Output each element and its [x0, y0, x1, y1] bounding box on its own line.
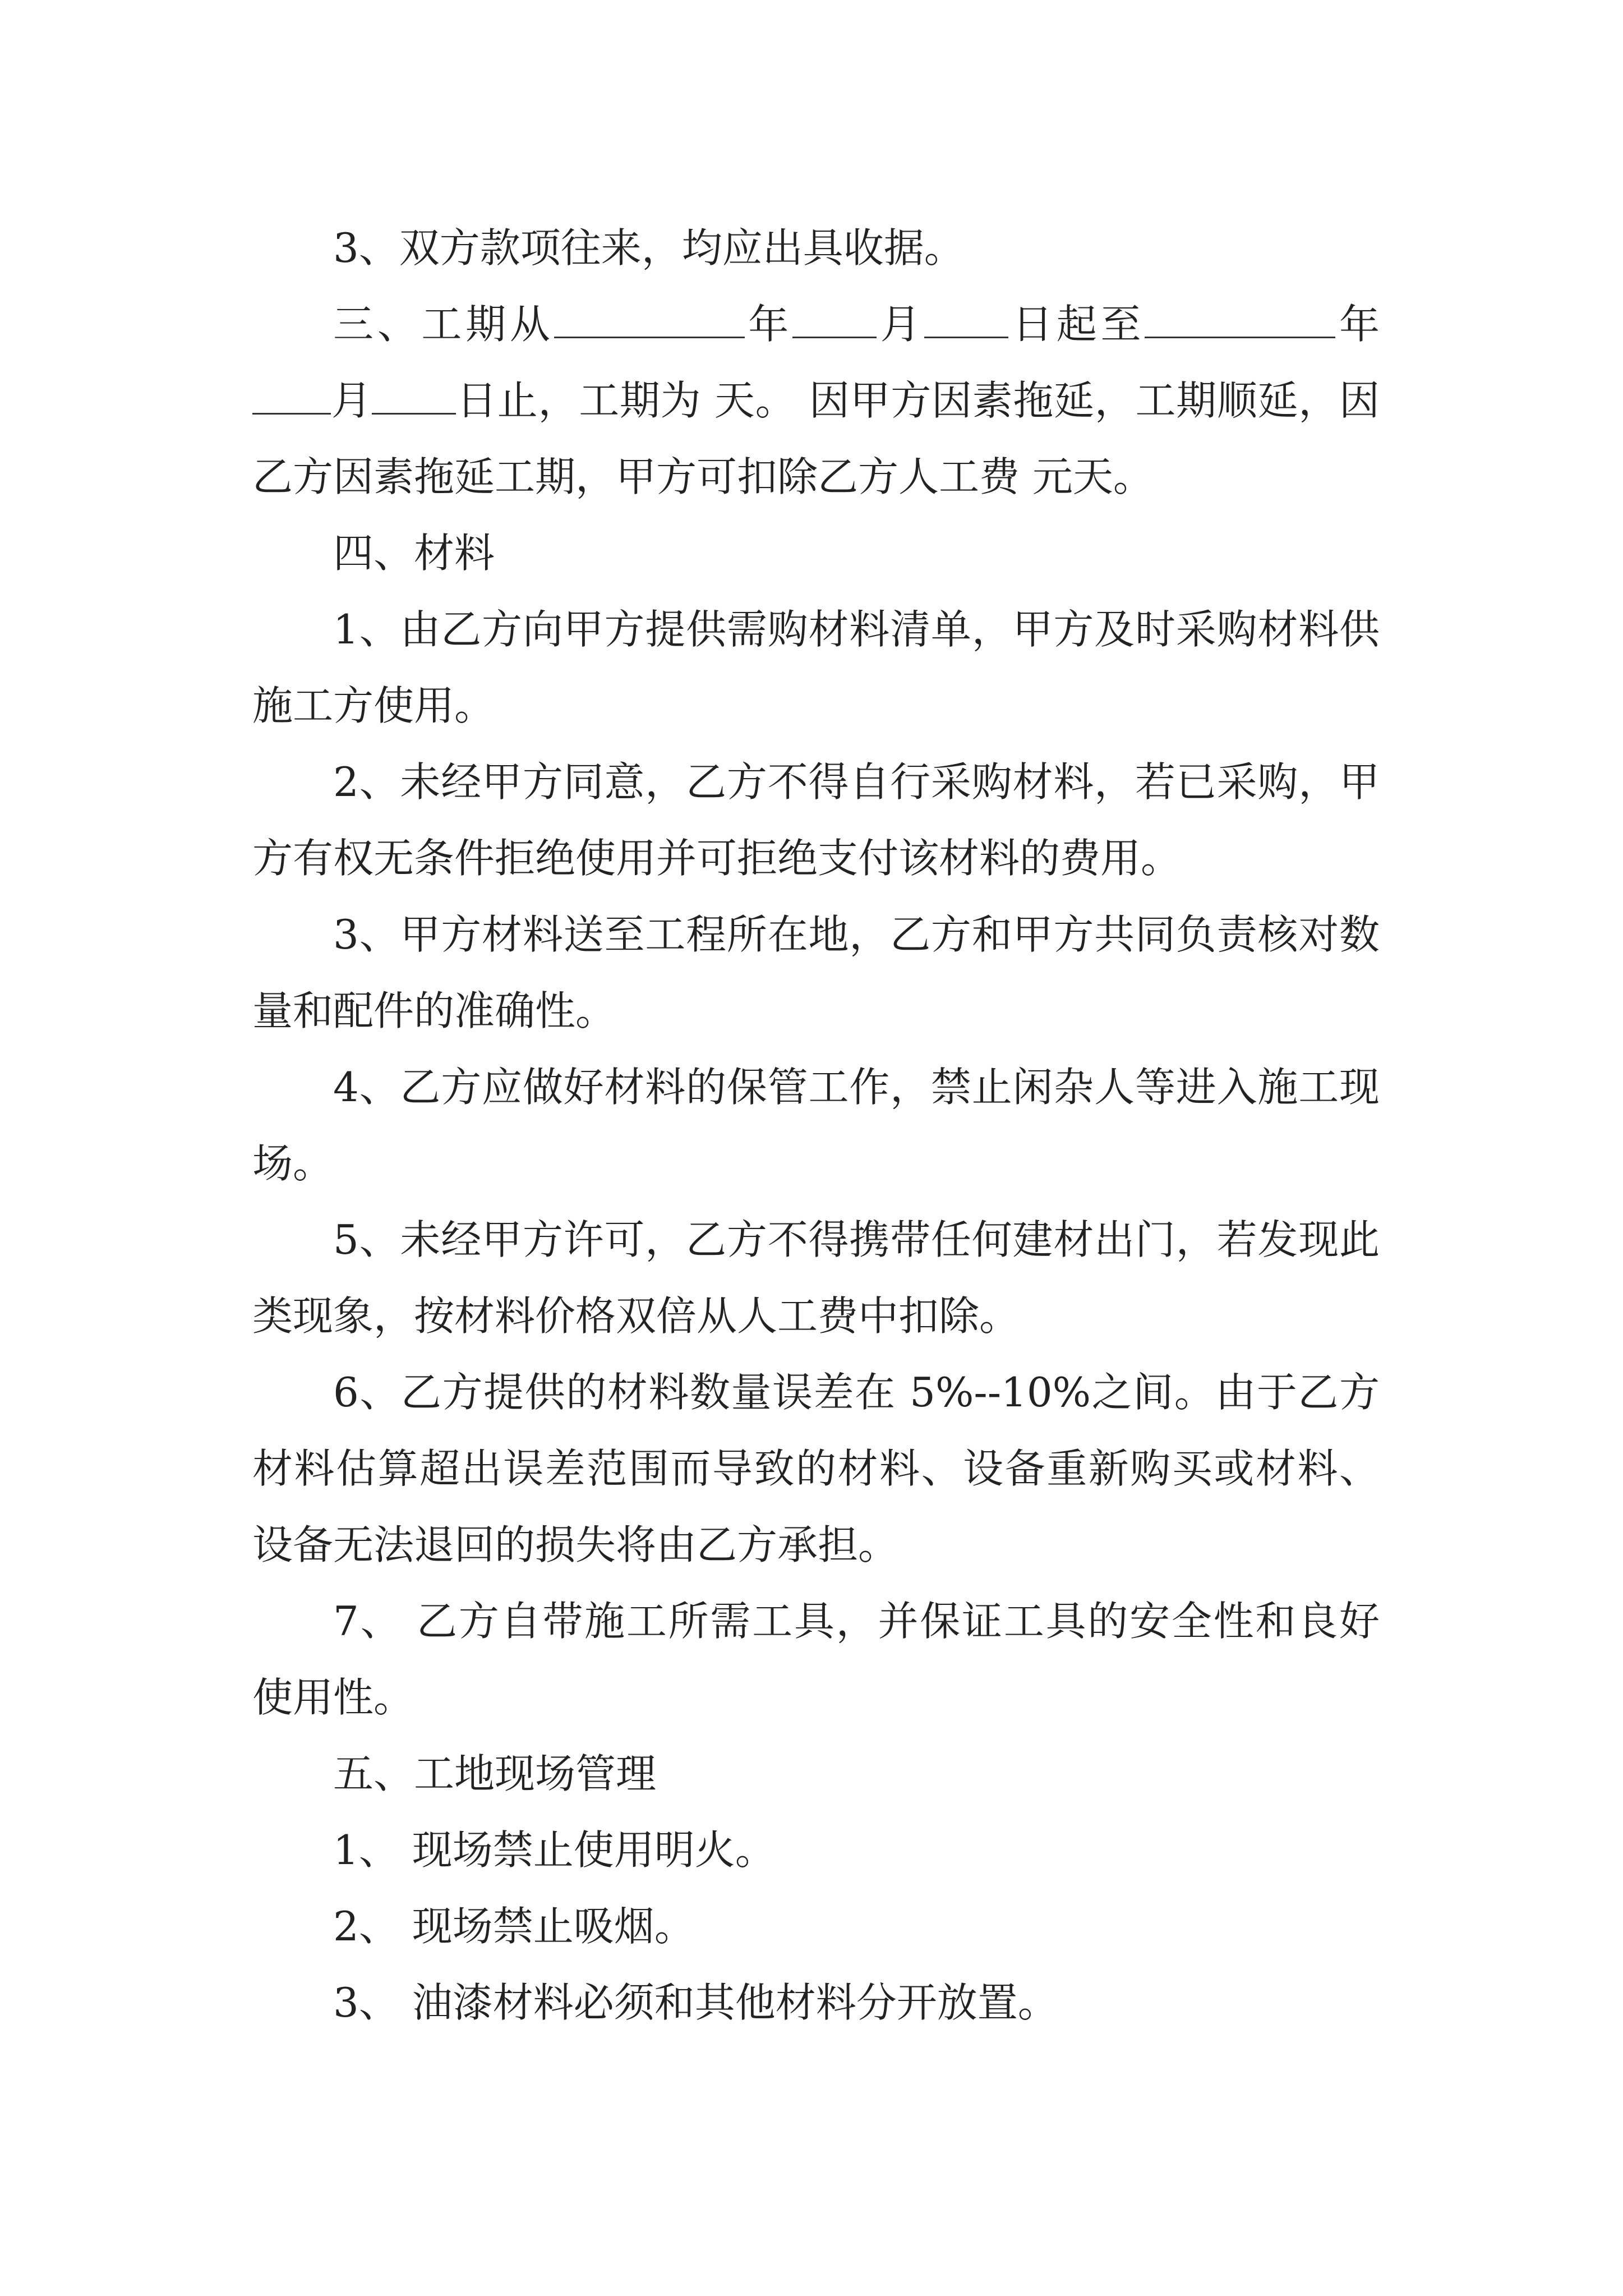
start-year-blank: [554, 301, 745, 338]
site-rule-1: 1、 现场禁止使用明火。: [333, 1826, 776, 1874]
clause-schedule: [252, 286, 1380, 515]
materials-item-6: 6、乙方提供的材料数量误差在 5%--10%之间。由于乙方材料估算超出误差范围而导致的材料、设备重新购买或材料、设备无法退回的损失将由乙方承担。: [252, 1369, 1380, 1568]
clause-receipts: 3、双方款项往来，均应出具收据。: [333, 224, 965, 272]
month-label: 月: [876, 301, 925, 348]
materials-item-2: 2、未经甲方同意，乙方不得自行采购材料，若已采购，甲方有权无条件拒绝使用并可拒绝支付该材料的费用。: [252, 758, 1380, 882]
year-label-2: 年: [1335, 301, 1380, 348]
materials-item-4: 4、乙方应做好材料的保管工作，禁止闲杂人等进入施工现场。: [252, 1064, 1380, 1187]
start-month-blank: [792, 301, 877, 338]
contract-body: [252, 210, 1380, 2041]
month-label-2: 月: [331, 377, 372, 424]
schedule-rest-text: 日止，工期为 天。 因甲方因素拖延，工期顺延，因乙方因素拖延工期，甲方可扣除乙方人工费 元天。: [252, 377, 1380, 500]
section-heading-materials: 四、材料: [333, 530, 495, 577]
start-day-blank: [924, 301, 1008, 338]
materials-item-7: 7、 乙方自带施工所需工具，并保证工具的安全性和良好使用性。: [252, 1598, 1380, 1721]
site-rule-2: 2、 现场禁止吸烟。: [333, 1903, 695, 1950]
end-day-blank: [372, 377, 456, 415]
end-year-blank: [1145, 301, 1335, 338]
year-label: 年: [744, 301, 792, 348]
materials-item-5: 5、未经甲方许可，乙方不得携带任何建材出门，若发现此类现象，按材料价格双倍从人工费中扣除。: [252, 1216, 1380, 1340]
materials-item-3: 3、甲方材料送至工程所在地，乙方和甲方共同负责核对数量和配件的准确性。: [252, 911, 1380, 1034]
section-heading-site-management: 五、工地现场管理: [333, 1750, 657, 1797]
materials-item-1: 1、由乙方向甲方提供需购材料清单，甲方及时采购材料供施工方使用。: [252, 606, 1380, 729]
schedule-start-label: 三、工期从: [333, 301, 554, 348]
day-from-label: 日起至: [1008, 301, 1145, 348]
end-month-blank: [252, 377, 331, 415]
site-rule-3: 3、 油漆材料必须和其他材料分开放置。: [333, 1979, 1058, 2026]
